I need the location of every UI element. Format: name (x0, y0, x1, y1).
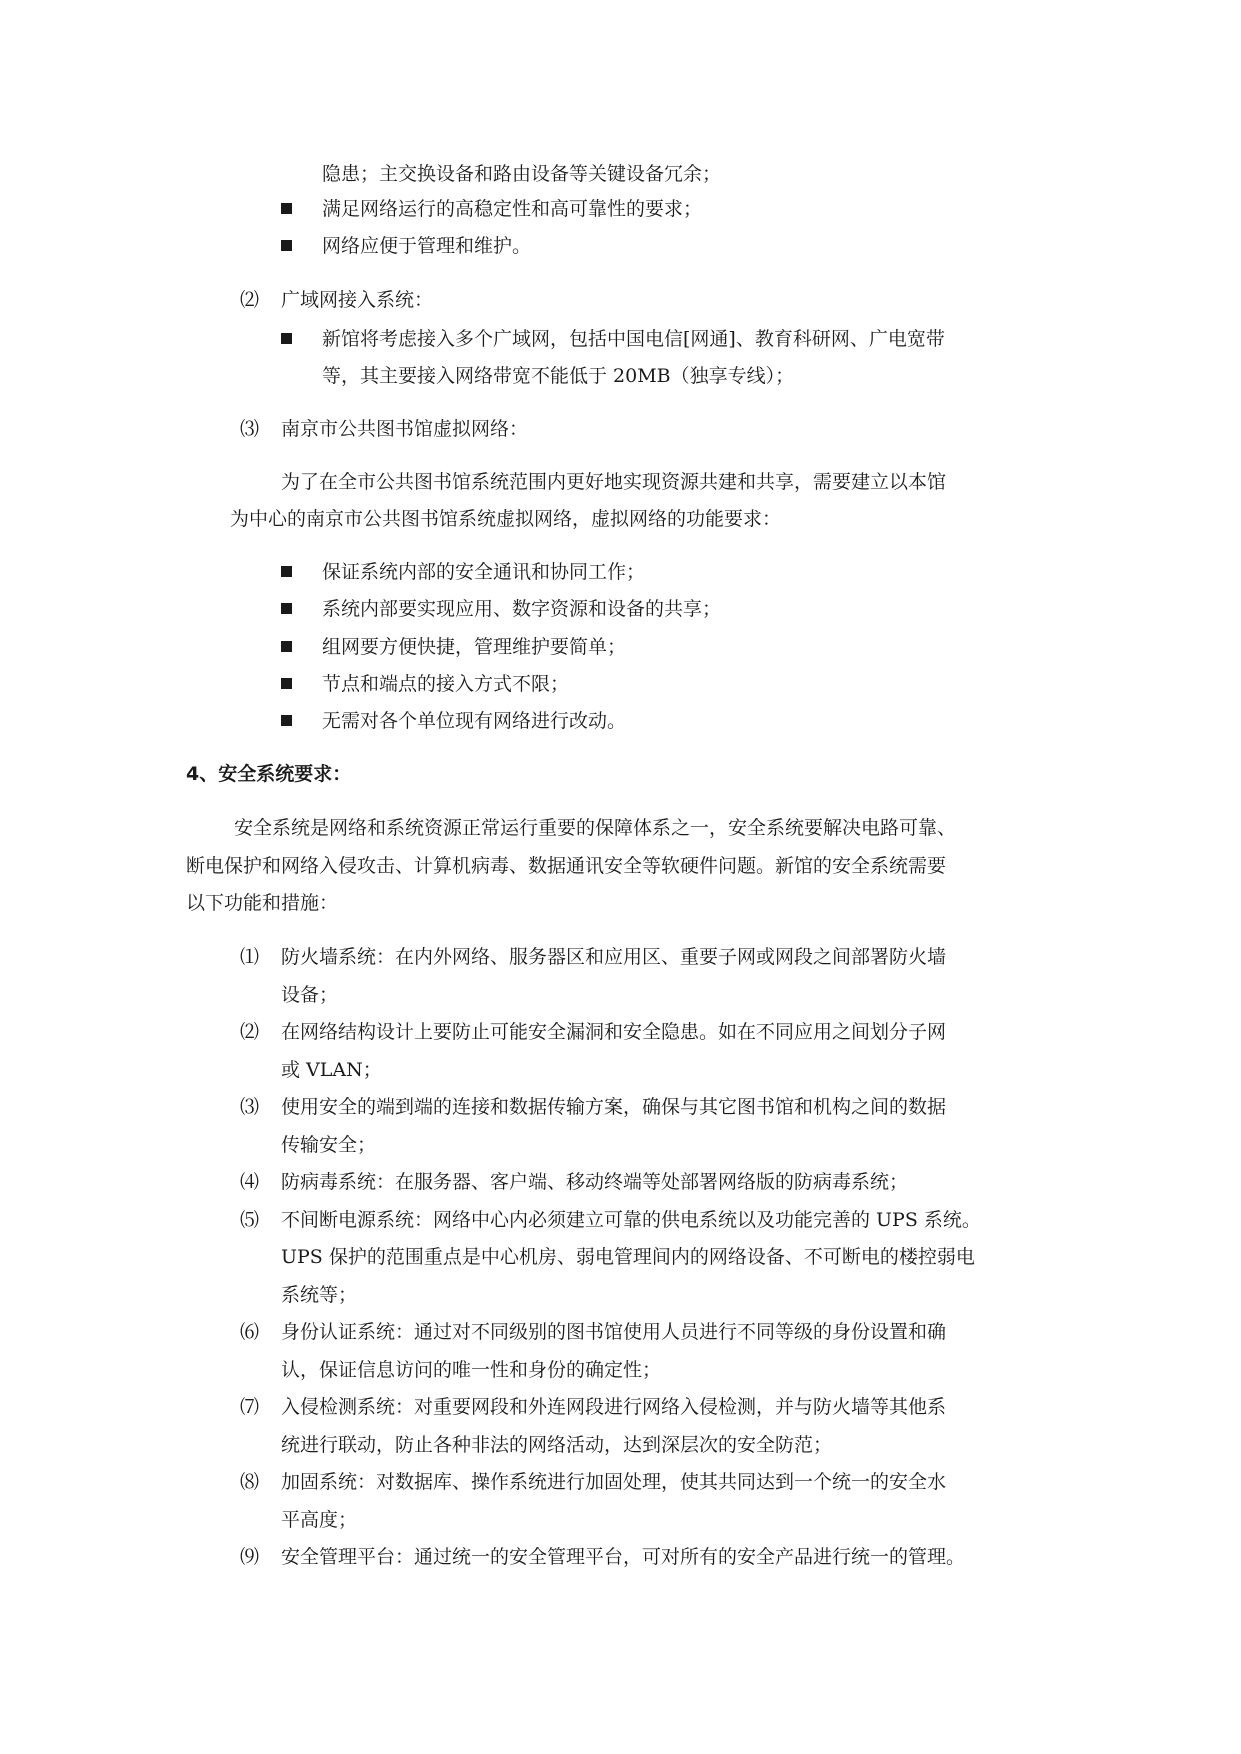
list-item-text: 不间断电源系统：网络中心内必须建立可靠的供电系统以及功能完善的 UPS 系统。 (281, 1209, 981, 1231)
list-item-number: ⑸ (240, 1209, 260, 1231)
list-item-text: 认，保证信息访问的唯一性和身份的确定性； (281, 1359, 662, 1381)
bullet-text-continued: 等，其主要接入网络带宽不能低于 20MB（独享专线）； (322, 365, 795, 387)
list-item-text: 在网络结构设计上要防止可能安全漏洞和安全隐患。如在不同应用之间划分子网 (281, 1021, 947, 1043)
bullet-text: 保证系统内部的安全通讯和协同工作； (322, 561, 646, 583)
list-item-number: ⑹ (240, 1321, 260, 1343)
paragraph-line: 为中心的南京市公共图书馆系统虚拟网络，虚拟网络的功能要求： (230, 508, 782, 530)
list-item-number: ⑻ (240, 1471, 260, 1493)
bullet-text: 组网要方便快捷，管理维护要简单； (322, 636, 627, 658)
list-item-text: 防病毒系统：在服务器、客户端、移动终端等处部署网络版的防病毒系统； (281, 1171, 909, 1193)
list-item-text: 统进行联动，防止各种非法的网络活动，达到深层次的安全防范； (281, 1434, 833, 1456)
list-item-number: ⑵ (240, 1021, 260, 1043)
list-item-number: ⑼ (240, 1546, 260, 1568)
bullet-text: 无需对各个单位现有网络进行改动。 (322, 710, 627, 732)
bullet-square-icon (281, 566, 292, 577)
paragraph-line: 为了在全市公共图书馆系统范围内更好地实现资源共建和共享，需要建立以本馆 (281, 471, 947, 493)
paragraph-line: 断电保护和网络入侵攻击、计算机病毒、数据通讯安全等软硬件问题。新馆的安全系统需要 (186, 855, 947, 877)
bullet-text: 系统内部要实现应用、数字资源和设备的共享； (322, 598, 722, 620)
list-item-text: UPS 保护的范围重点是中心机房、弱电管理间内的网络设备、不可断电的楼控弱电 (281, 1246, 975, 1268)
paragraph-line: 以下功能和措施： (186, 892, 339, 914)
bullet-text: 网络应便于管理和维护。 (322, 235, 532, 257)
bullet-square-icon (281, 203, 292, 214)
list-item-text: 身份认证系统：通过对不同级别的图书馆使用人员进行不同等级的身份设置和确 (281, 1321, 947, 1343)
paragraph-line: 安全系统是网络和系统资源正常运行重要的保障体系之一，安全系统要解决电路可靠、 (234, 817, 957, 839)
bullet-square-icon (281, 678, 292, 689)
bullet-square-icon (281, 641, 292, 652)
list-item-number: ⑴ (240, 946, 260, 968)
continuation-text: 隐患；主交换设备和路由设备等关键设备冗余； (322, 163, 722, 185)
list-item-text: 传输安全； (281, 1134, 377, 1156)
bullet-square-icon (281, 240, 292, 251)
bullet-square-icon (281, 715, 292, 726)
list-item-text: 系统等； (281, 1284, 358, 1306)
list-item-text: 防火墙系统：在内外网络、服务器区和应用区、重要子网或网段之间部署防火墙 (281, 946, 947, 968)
item-title: 南京市公共图书馆虚拟网络： (281, 418, 529, 440)
list-item-number: ⑶ (240, 1096, 260, 1118)
item-title: 广域网接入系统： (281, 289, 434, 311)
item-number: ⑶ (240, 418, 260, 440)
list-item-text: 或 VLAN； (281, 1059, 382, 1081)
list-item-text: 加固系统：对数据库、操作系统进行加固处理，使其共同达到一个统一的安全水 (281, 1471, 947, 1493)
list-item-number: ⑺ (240, 1396, 260, 1418)
list-item-text: 入侵检测系统：对重要网段和外连网段进行网络入侵检测，并与防火墙等其他系 (281, 1396, 947, 1418)
bullet-text: 满足网络运行的高稳定性和高可靠性的要求； (322, 198, 703, 220)
item-number: ⑵ (240, 289, 260, 311)
bullet-text: 节点和端点的接入方式不限； (322, 673, 570, 695)
list-item-text: 安全管理平台：通过统一的安全管理平台，可对所有的安全产品进行统一的管理。 (281, 1546, 966, 1568)
list-item-text: 平高度； (281, 1509, 358, 1531)
bullet-square-icon (281, 603, 292, 614)
bullet-text: 新馆将考虑接入多个广域网，包括中国电信[网通]、教育科研网、广电宽带 (322, 328, 945, 350)
list-item-text: 使用安全的端到端的连接和数据传输方案，确保与其它图书馆和机构之间的数据 (281, 1096, 947, 1118)
bullet-square-icon (281, 333, 292, 344)
section-heading: 4、安全系统要求： (186, 763, 352, 785)
list-item-number: ⑷ (240, 1171, 260, 1193)
list-item-text: 设备； (281, 984, 339, 1006)
